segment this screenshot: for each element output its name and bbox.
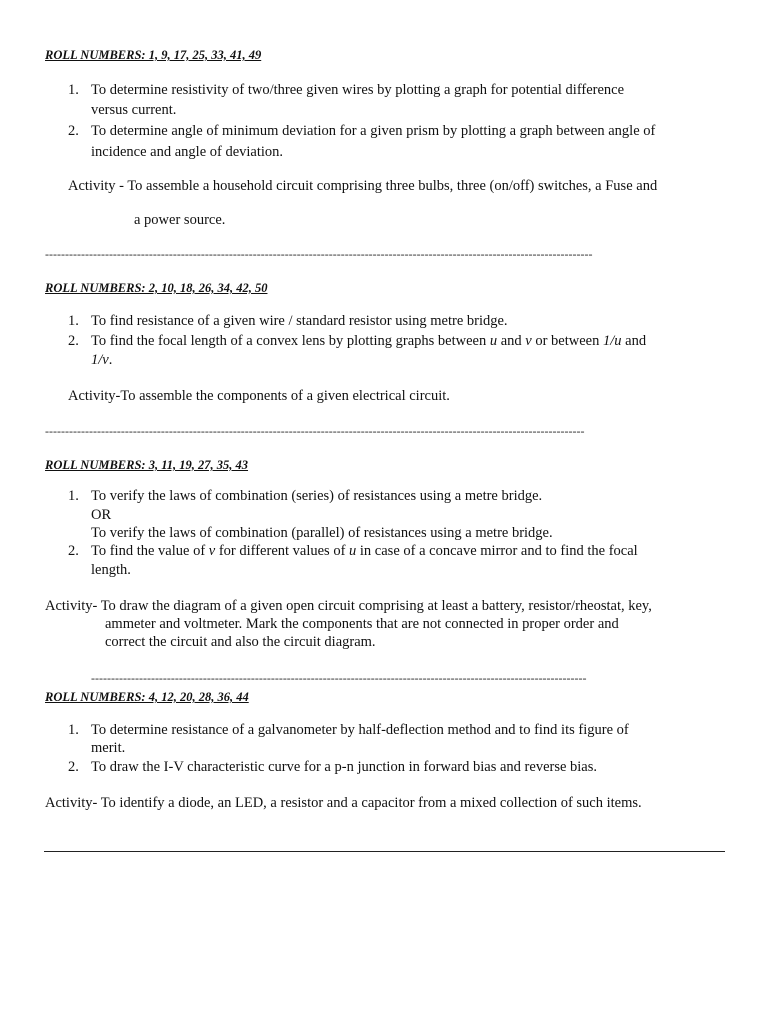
section-2-item-2-line-2 [91,351,112,370]
section-1-item-1-line-2: versus current. [91,102,177,118]
text-span: . [108,352,113,368]
list-number: 1. [68,82,79,98]
list-number: 1. [68,488,79,504]
bottom-rule [44,851,725,852]
section-1-item-2-line-2: incidence and angle of deviation. [91,144,284,160]
variable-1-over-u: 1/u [602,333,622,349]
section-4-activity-line-1: Activity- To identify a diode, an LED, a resistor and a capacitor from a mixed collection of such items. [45,795,642,811]
section-3-item-1-or: OR [91,507,112,523]
text-span: To find the value of [91,543,209,559]
variable-u: u [349,543,357,559]
section-3-item-1-line-3: To verify the laws of combination (parallel) of resistances using a metre bridge. [91,525,553,541]
section-1-activity-line-1: Activity - To assemble a household circuit comprising three bulbs, three (on/off) switches, a Fuse and [68,178,658,194]
variable-1-over-v: 1/v [91,352,109,368]
section-4-item-1-line-1: To determine resistance of a galvanometer by half-deflection method and to find its figure of [91,722,629,738]
section-1-item-2-line-1: To determine angle of minimum deviation for a given prism by plotting a graph between angle of [91,123,656,139]
separator-line: ----------------------------------------------------------------------------------------------------------------------------------------- [45,247,593,261]
section-2-item-1-line-1: To find resistance of a given wire / standard resistor using metre bridge. [91,313,508,329]
section-2-activity-line-1: Activity-To assemble the components of a given electrical circuit. [68,388,450,404]
section-3-activity-line-2: ammeter and voltmeter. Mark the components that are not connected in proper order and [105,616,619,632]
list-number: 1. [68,313,79,329]
list-number: 2. [68,543,79,559]
section-3-activity-line-3: correct the circuit and also the circuit diagram. [105,634,376,650]
separator-line: ---------------------------------------------------------------------------------------------------------------------------- [91,671,587,685]
section-3-heading: ROLL NUMBERS: 3, 11, 19, 27, 35, 43 [45,458,249,472]
variable-v: v [208,543,216,559]
section-4-heading: ROLL NUMBERS: 4, 12, 20, 28, 36, 44 [45,690,249,704]
section-4-item-2-line-1: To draw the I-V characteristic curve for a p-n junction in forward bias and reverse bias. [91,759,598,775]
text-span: in case of a concave mirror and to find the focal [356,543,638,559]
list-number: 2. [68,759,79,775]
text-span: for different values of [215,543,350,559]
list-number: 2. [68,333,79,349]
section-3-item-2-line-2: length. [91,562,131,578]
list-number: 2. [68,123,79,139]
section-1-activity-line-2: a power source. [134,212,226,228]
list-number: 1. [68,722,79,738]
section-1-heading: ROLL NUMBERS: 1, 9, 17, 25, 33, 41, 49 [45,48,262,62]
section-3-activity-line-1: Activity- To draw the diagram of a given open circuit comprising at least a battery, resistor/rheostat, key, [45,598,652,614]
section-3-item-1-line-1: To verify the laws of combination (series) of resistances using a metre bridge. [91,488,543,504]
text-span: or between [531,333,603,349]
variable-v: v [525,333,532,349]
separator-line: --------------------------------------------------------------------------------------------------------------------------------------- [45,424,585,438]
section-1-item-1-line-1: To determine resistivity of two/three given wires by plotting a graph for potential difference [91,82,625,98]
variable-u: u [489,333,498,349]
section-2-heading: ROLL NUMBERS: 2, 10, 18, 26, 34, 42, 50 [45,281,268,295]
section-3-item-2-line-1 [91,542,638,561]
section-2-item-2-line-1 [91,332,646,351]
text-span: and [621,333,647,349]
text-span: To find the focal length of a convex lens by plotting graphs between [91,333,490,349]
section-4-item-1-line-2: merit. [91,740,126,756]
text-span: and [497,333,526,349]
